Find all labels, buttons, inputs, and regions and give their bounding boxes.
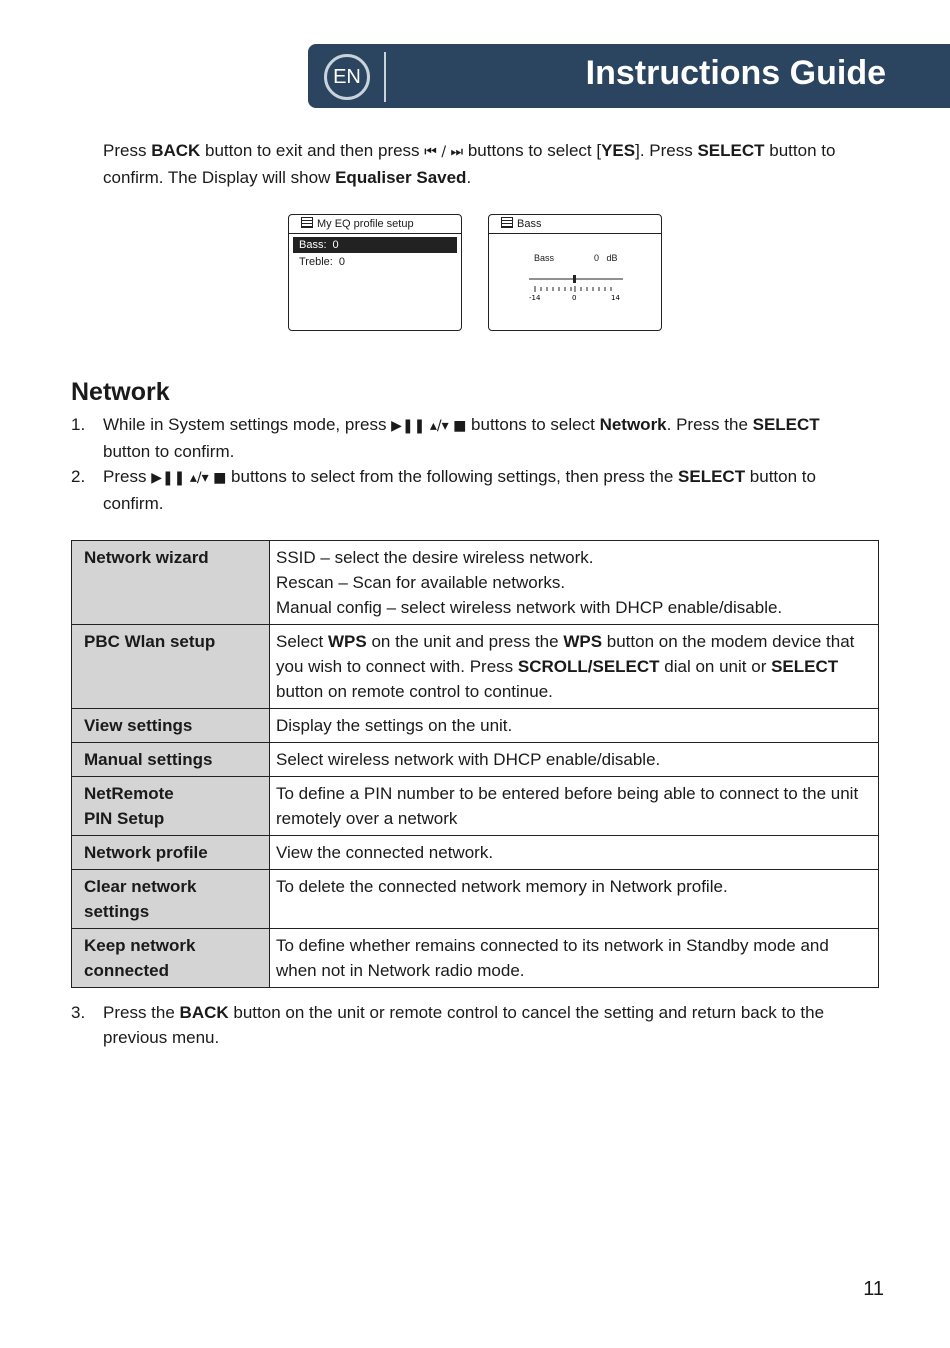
row-label: PBC Wlan setup — [72, 625, 270, 709]
description-text: dial on unit or — [659, 657, 772, 676]
row-description: To delete the connected network memory in Network profile. — [270, 870, 879, 929]
row-label: Clear network settings — [72, 870, 270, 929]
step-text: While in System settings mode, press — [103, 415, 392, 434]
table-row — [72, 870, 879, 929]
step-text: button to confirm. — [103, 442, 235, 461]
select-keyword: SELECT — [678, 467, 746, 486]
row-label: Bass: — [299, 239, 327, 251]
back-keyword: BACK — [179, 1003, 229, 1022]
row-label: Manual settings — [72, 743, 270, 777]
screen-titlebar — [489, 215, 661, 234]
row-description: To define a PIN number to be entered before being able to connect to the unit remotely over a network — [270, 777, 879, 836]
intro-text: ]. Press — [635, 141, 698, 160]
scale-slider — [573, 275, 576, 283]
display-illustrations — [0, 214, 950, 334]
section-title: Network — [71, 378, 170, 406]
description-text: Select — [276, 632, 328, 651]
select-keyword: SELECT — [752, 415, 820, 434]
row-description: Display the settings on the unit. — [270, 709, 879, 743]
description-text: button on the modem device that you wish to connect with. Press — [276, 632, 855, 676]
screen-title: My EQ profile setup — [317, 218, 414, 230]
row-description — [270, 541, 879, 625]
step-text: buttons to select — [466, 415, 600, 434]
row-label: Treble: — [299, 256, 333, 268]
description-line: SSID – select the desire wireless network. — [276, 548, 594, 567]
row-description — [270, 625, 879, 709]
scale-ticks — [535, 286, 611, 292]
bass-value: 0 dB — [594, 253, 618, 263]
page-number: 11 — [863, 1278, 884, 1300]
description-line: Manual config – select wireless network with DHCP enable/disable. — [276, 598, 783, 617]
menu-icon — [301, 217, 313, 228]
intro-text: button to exit and then press — [200, 141, 425, 160]
scale-max-label: 14 — [611, 294, 620, 302]
list-item — [71, 412, 871, 464]
intro-text: . — [466, 168, 472, 187]
steps-list — [71, 412, 871, 516]
header-divider — [384, 52, 386, 102]
label-line: NetRemote — [84, 784, 174, 803]
table-row — [72, 777, 879, 836]
row-value: 0 — [332, 239, 339, 251]
menu-icon — [501, 217, 513, 228]
intro-text: Press — [103, 141, 152, 160]
row-label: Network profile — [72, 836, 270, 870]
step-text: Press the — [103, 1003, 180, 1022]
table-row — [72, 625, 879, 709]
network-settings-table — [71, 540, 879, 988]
nav-buttons-icon: ▶❚❚ ▴/▾ ■ — [151, 470, 227, 486]
table-row — [72, 541, 879, 625]
row-description: Select wireless network with DHCP enable/disable. — [270, 743, 879, 777]
description-line: Rescan – Scan for available networks. — [276, 573, 566, 592]
intro-paragraph — [103, 138, 893, 190]
step-number: 2. — [71, 467, 86, 486]
scale-min-label: -14 — [529, 294, 541, 302]
language-badge: EN — [324, 54, 370, 100]
step-text: button to confirm. — [103, 467, 816, 513]
row-label — [72, 777, 270, 836]
intro-text: button to confirm. The Display will show — [103, 141, 836, 187]
page-header — [308, 44, 950, 108]
final-step — [71, 1000, 881, 1050]
screen-titlebar — [289, 215, 461, 234]
skip-buttons-icon: ⏮ / ⏭ — [424, 144, 464, 160]
row-description: To define whether remains connected to its network in Standby mode and when not in Network radio mode. — [270, 929, 879, 988]
list-item — [71, 464, 871, 516]
step-text: buttons to select from the following settings, then press the — [226, 467, 679, 486]
header-title: Instructions Guide — [585, 54, 886, 92]
equaliser-saved-keyword: Equaliser Saved — [335, 168, 467, 187]
intro-text: buttons to select [ — [463, 141, 602, 160]
bass-screen — [488, 214, 662, 331]
step-number: 1. — [71, 415, 86, 434]
wps-keyword: WPS — [563, 632, 603, 651]
table-row — [72, 709, 879, 743]
label-line: PIN Setup — [84, 809, 165, 828]
step-text: Press — [103, 467, 152, 486]
treble-row — [293, 254, 457, 270]
eq-profile-screen — [288, 214, 462, 331]
bass-label: Bass — [534, 253, 555, 263]
scroll-select-keyword: SCROLL/SELECT — [517, 657, 660, 676]
network-keyword: Network — [599, 415, 667, 434]
step-number: 3. — [71, 1003, 86, 1022]
select-keyword: SELECT — [697, 141, 765, 160]
screen-title: Bass — [517, 218, 542, 230]
table-row — [72, 929, 879, 988]
nav-buttons-icon: ▶❚❚ ▴/▾ ■ — [391, 418, 467, 434]
step-text: . Press the — [666, 415, 753, 434]
select-keyword: SELECT — [771, 657, 839, 676]
description-text: button on remote control to continue. — [276, 682, 553, 701]
row-label: View settings — [72, 709, 270, 743]
description-text: on the unit and press the — [366, 632, 564, 651]
row-label: Keep network connected — [72, 929, 270, 988]
bass-scale — [529, 273, 623, 303]
scale-mid-label: 0 — [572, 294, 577, 302]
row-description: View the connected network. — [270, 836, 879, 870]
step-text: button on the unit or remote control to cancel the setting and return back to the previous menu. — [103, 1003, 825, 1047]
bass-row — [293, 237, 457, 253]
row-value: 0 — [338, 256, 345, 268]
table-row — [72, 743, 879, 777]
table-row — [72, 836, 879, 870]
list-item — [71, 1000, 881, 1050]
back-keyword: BACK — [151, 141, 201, 160]
row-label: Network wizard — [72, 541, 270, 625]
wps-keyword: WPS — [327, 632, 367, 651]
yes-keyword: YES — [601, 141, 636, 160]
